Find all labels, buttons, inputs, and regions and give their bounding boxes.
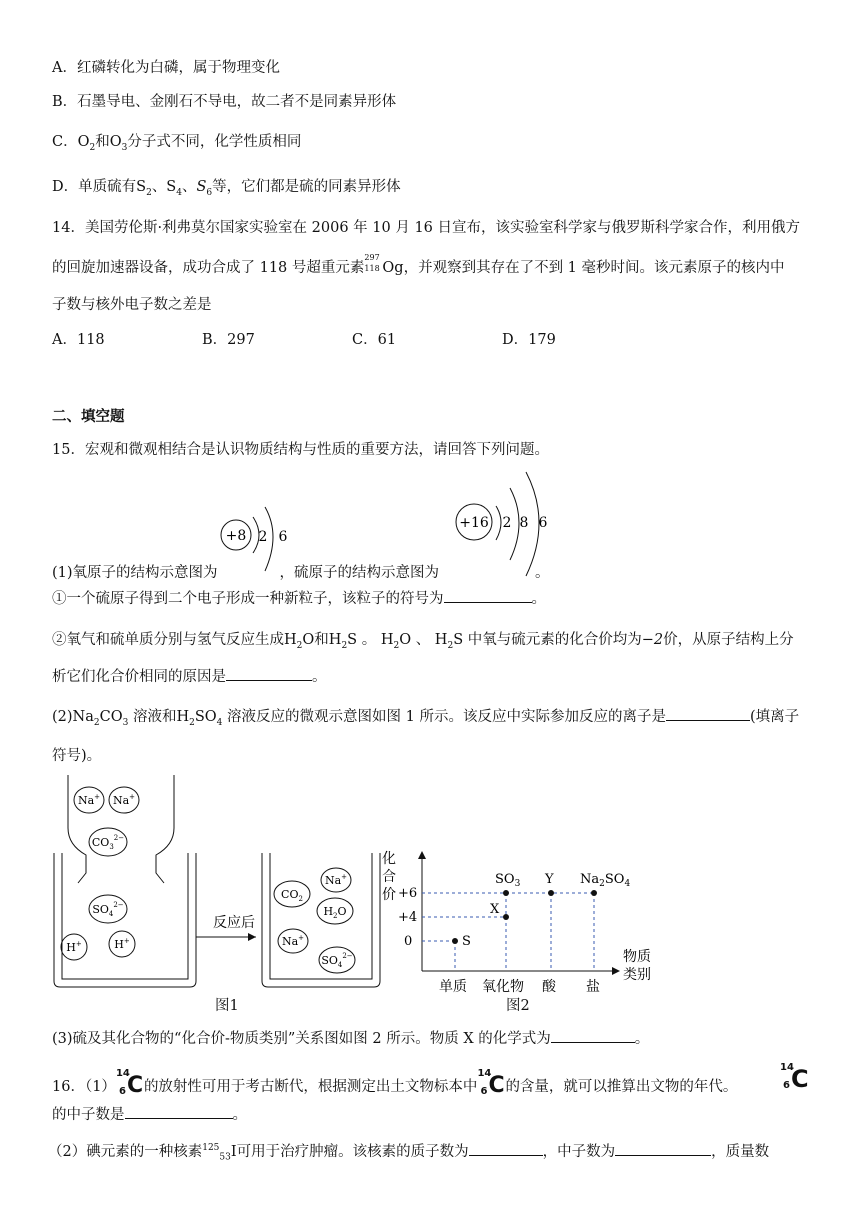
fig2-ylabel-1: 化 xyxy=(382,851,396,867)
sulfur-shell-1: 2 xyxy=(502,515,512,531)
q15-part1-q2-line2: 析它们化合价相同的原因是 。 xyxy=(52,669,327,685)
fig2-xlabel-2: 类别 xyxy=(623,967,651,983)
q13-option-a: A．红磷转化为白磷，属于物理变化 xyxy=(52,60,280,76)
svg-text:Na+: Na+ xyxy=(281,934,305,948)
q15-part2-line2: 符号)。 xyxy=(52,748,102,764)
q15-part1-q2: ②氧气和硫单质分别与氢气反应生成$H_2O$和$H_2S$ 。 $H_2O$ 、 $H_2S$ 中氧与硫元素的化合价均为−2价，从原子结构上分 xyxy=(52,632,794,651)
svg-text:H+: H+ xyxy=(66,940,82,954)
point-na2so4 xyxy=(591,890,597,896)
section-heading: 二、填空题 xyxy=(52,408,125,425)
fig2-xcat-3: 酸 xyxy=(542,979,556,995)
fig2-ylabel-2: 合 xyxy=(382,869,396,885)
answer-blank[interactable] xyxy=(666,707,750,721)
answer-blank[interactable] xyxy=(226,667,312,681)
sulfur-shell-2: 8 xyxy=(519,515,529,531)
svg-text:CO2: $CO_2$ xyxy=(281,888,303,903)
sulfur-nucleus: +16 xyxy=(459,515,489,531)
q13-option-d: D．单质硫有$S_2$、$S_4$、$S_6$等，它们都是硫的同素异形体 xyxy=(52,179,401,198)
answer-blank[interactable] xyxy=(469,1142,543,1156)
answer-blank[interactable] xyxy=(615,1142,711,1156)
svg-text:H2O: $H_2O$ xyxy=(323,905,347,920)
q14-option-c: C．61 xyxy=(352,332,397,348)
q15-stem: 15．宏观和微观相结合是认识物质结构与性质的重要方法，请回答下列问题。 xyxy=(52,442,549,458)
q15-part1: (1)氧原子的结构示意图为 ，硫原子的结构示意图为 。 xyxy=(52,565,550,581)
figure-2 xyxy=(376,845,676,995)
svg-text:Na+: Na+ xyxy=(77,793,101,807)
fig2-ytick-4: +4 xyxy=(398,910,418,925)
fig2-xlabel-1: 物质 xyxy=(623,949,651,965)
arrow-label: 反应后 xyxy=(213,915,255,931)
q13-option-c: C．$O_2$和$O_3$分子式不同，化学性质相同 xyxy=(52,134,302,153)
figure-1 xyxy=(48,773,388,1021)
label-so3: $SO_3$ xyxy=(495,872,521,889)
carbon-14-symbol: 14 6 C xyxy=(115,1068,144,1098)
label-s: S xyxy=(462,934,471,949)
q14-line1: 14．美国劳伦斯·利弗莫尔国家实验室在 2006 年 10 月 16 日宣布，该实验室科学家与俄罗斯科学家合作，利用俄方 xyxy=(52,220,801,236)
fig2-xcat-4: 盐 xyxy=(586,979,600,995)
fig2-ytick-6: +6 xyxy=(398,886,418,901)
point-x xyxy=(503,914,509,920)
sulfur-atom-diagram xyxy=(452,470,562,578)
point-y xyxy=(548,890,554,896)
oxygen-shell-1: 2 xyxy=(258,529,268,545)
q15-part2: $(2)Na_2CO_3$ 溶液和$H_2SO_4$ 溶液反应的微观示意图如图 1 所示。该反应中实际参加反应的离子是 (填离子 xyxy=(52,709,800,728)
point-s xyxy=(452,938,458,944)
fig2-xcat-1: 单质 xyxy=(439,979,467,995)
q15-part3: (3)硫及其化合物的“化合价-物质类别”关系图如图 2 所示。物质 X 的化学式为 。 xyxy=(52,1031,650,1047)
label-y: Y xyxy=(545,872,554,887)
label-na2so4: $Na_2SO_4$ xyxy=(580,872,631,889)
q16-part2: （2）碘元素的一种核素$^{125}_{53}$I可用于治疗肿瘤。该核素的质子数为 ，中子数为 ，质量数 xyxy=(48,1143,770,1163)
figure-2-caption: 图2 xyxy=(506,998,530,1014)
carbon-14-symbol: 14 6 C xyxy=(780,1062,809,1093)
oxygen-shell-2: 6 xyxy=(278,529,288,545)
q16-part1: 16．（1） 14 6 C 的放射性可用于考古断代，根据测定出土文物标本中 14 6 C 的含量，就可以推算出文物的年代。 xyxy=(52,1073,737,1101)
point-so3 xyxy=(503,890,509,896)
svg-text:Na+: Na+ xyxy=(324,873,348,887)
q14-option-b: B．297 xyxy=(202,332,255,348)
q14-line2: 的回旋加速器设备，成功合成了 118 号超重元素 297 118 Og，并观察到其存在了不到 1 毫秒时间。该元素原子的核内中 xyxy=(52,253,785,276)
q15-part1-q1: ①一个硫原子得到二个电子形成一种新粒子，该粒子的符号为 。 xyxy=(52,591,546,607)
sulfur-shell-3: 6 xyxy=(538,515,548,531)
q14-option-d: D．179 xyxy=(502,332,556,348)
label-x: X xyxy=(490,902,500,917)
fig2-ylabel-3: 价 xyxy=(382,887,396,903)
answer-blank[interactable] xyxy=(551,1029,635,1043)
q16-part1-line2: 的中子数是 。 xyxy=(52,1107,247,1123)
svg-text:SO42−: $SO_4^{2-}$ xyxy=(321,952,353,969)
answer-blank[interactable] xyxy=(125,1105,233,1119)
q13-option-b: B．石墨导电、金刚石不导电，故二者不是同素异形体 xyxy=(52,94,397,110)
q14-option-a: A．118 xyxy=(52,332,105,348)
fig2-xcat-2: 氧化物 xyxy=(482,979,524,995)
svg-text:CO32−: $CO_3^{2-}$ xyxy=(91,834,125,851)
oxygen-nucleus: +8 xyxy=(225,528,247,544)
svg-text:Na+: Na+ xyxy=(112,793,136,807)
answer-blank[interactable] xyxy=(444,589,532,603)
svg-text:SO42−: $SO_4^{2-}$ xyxy=(92,901,124,918)
q14-line3: 子数与核外电子数之差是 xyxy=(52,297,212,313)
svg-text:H+: H+ xyxy=(114,937,130,951)
figure-1-caption: 图1 xyxy=(215,998,239,1014)
fig2-ytick-0: 0 xyxy=(404,934,413,949)
carbon-14-symbol: 14 6 C xyxy=(477,1068,505,1098)
